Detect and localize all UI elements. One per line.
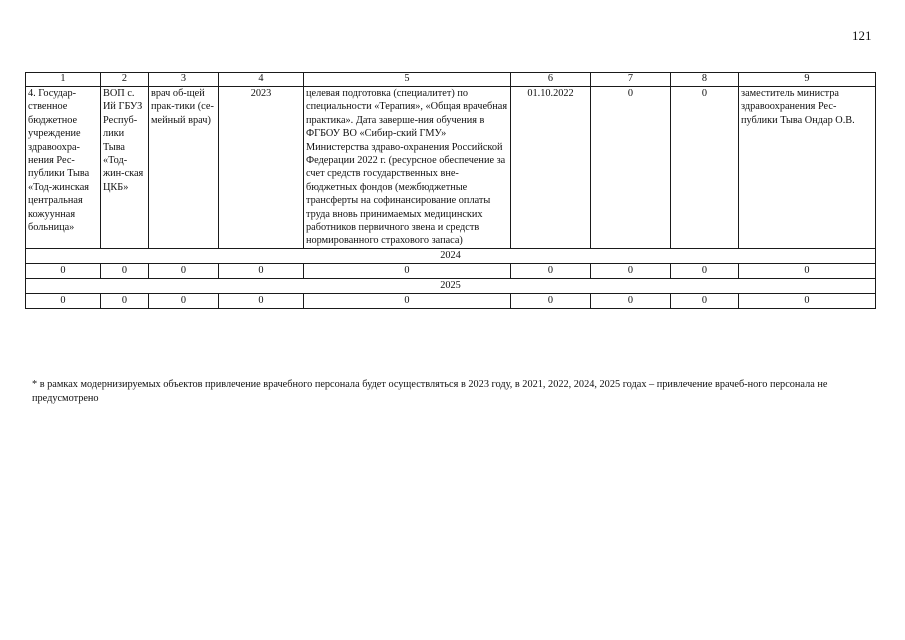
cell-year: 2023: [219, 87, 304, 249]
cell-2024-4: 0: [219, 263, 304, 278]
year-label-2025: 2025: [26, 278, 876, 293]
cell-responsible: заместитель министра здравоохранения Рес-публики Тыва Ондар О.В.: [739, 87, 876, 249]
year-label-2024: 2024: [26, 248, 876, 263]
table-header-row: [26, 73, 876, 87]
col-header-7: 7: [591, 73, 671, 87]
cell-2024-9: 0: [739, 263, 876, 278]
cell-2025-3: 0: [149, 293, 219, 308]
col-header-9: 9: [739, 73, 876, 87]
table-row-2025: [26, 293, 876, 308]
cell-2025-7: 0: [591, 293, 671, 308]
cell-position: врач об-щей прак-тики (се-мейный врач): [149, 87, 219, 249]
cell-subdivision: ВОП с. Ий ГБУЗ Респуб-лики Тыва «Тод-жин-ская ЦКБ»: [101, 87, 149, 249]
cell-2025-9: 0: [739, 293, 876, 308]
cell-col8: 0: [671, 87, 739, 249]
cell-col7: 0: [591, 87, 671, 249]
year-row-2024: [26, 248, 876, 263]
col-header-4: 4: [219, 73, 304, 87]
cell-2025-1: 0: [26, 293, 101, 308]
col-header-6: 6: [511, 73, 591, 87]
col-header-3: 3: [149, 73, 219, 87]
table-row-2024: [26, 263, 876, 278]
cell-2025-5: 0: [304, 293, 511, 308]
footnote: * в рамках модернизируемых объектов привлечение врачебного персонала будет осуществляться в 2023 году, в 2021, 2022, 2024, 2025 годах – привлечение врачеб-ного персонала не предусмотрено: [32, 379, 828, 404]
staffing-table: [25, 72, 876, 309]
cell-2024-5: 0: [304, 263, 511, 278]
cell-measures: целевая подготовка (специалитет) по специальности «Терапия», «Общая врачебная практика». Дата заверше-ния обучения в ФГБОУ ВО «Сибир-ский ГМУ» Министерства здраво-охранения Российской Федерации 2022 г. (ресурсное обеспечение за счет средств государственных вне-бюджетных фондов (межбюджетные трансферты на софинансирование оплаты труда вновь принимаемых медицинских работников первичного звена и средств нормированного страхового запаса): [304, 87, 511, 249]
cell-2024-2: 0: [101, 263, 149, 278]
cell-2024-8: 0: [671, 263, 739, 278]
cell-2024-6: 0: [511, 263, 591, 278]
page-number: 121: [852, 28, 872, 43]
cell-institution: 4. Государ-ственное бюджетное учреждение здравоохра-нения Рес-публики Тыва «Тод-жинская центральная кожуунная больница»: [26, 87, 101, 249]
cell-2025-4: 0: [219, 293, 304, 308]
year-row-2025: [26, 278, 876, 293]
col-header-2: 2: [101, 73, 149, 87]
cell-2024-3: 0: [149, 263, 219, 278]
table-row: [26, 87, 876, 249]
cell-2025-8: 0: [671, 293, 739, 308]
cell-2025-6: 0: [511, 293, 591, 308]
col-header-8: 8: [671, 73, 739, 87]
cell-2025-2: 0: [101, 293, 149, 308]
cell-date: 01.10.2022: [511, 87, 591, 249]
col-header-1: 1: [26, 73, 101, 87]
cell-2024-7: 0: [591, 263, 671, 278]
cell-2024-1: 0: [26, 263, 101, 278]
col-header-5: 5: [304, 73, 511, 87]
